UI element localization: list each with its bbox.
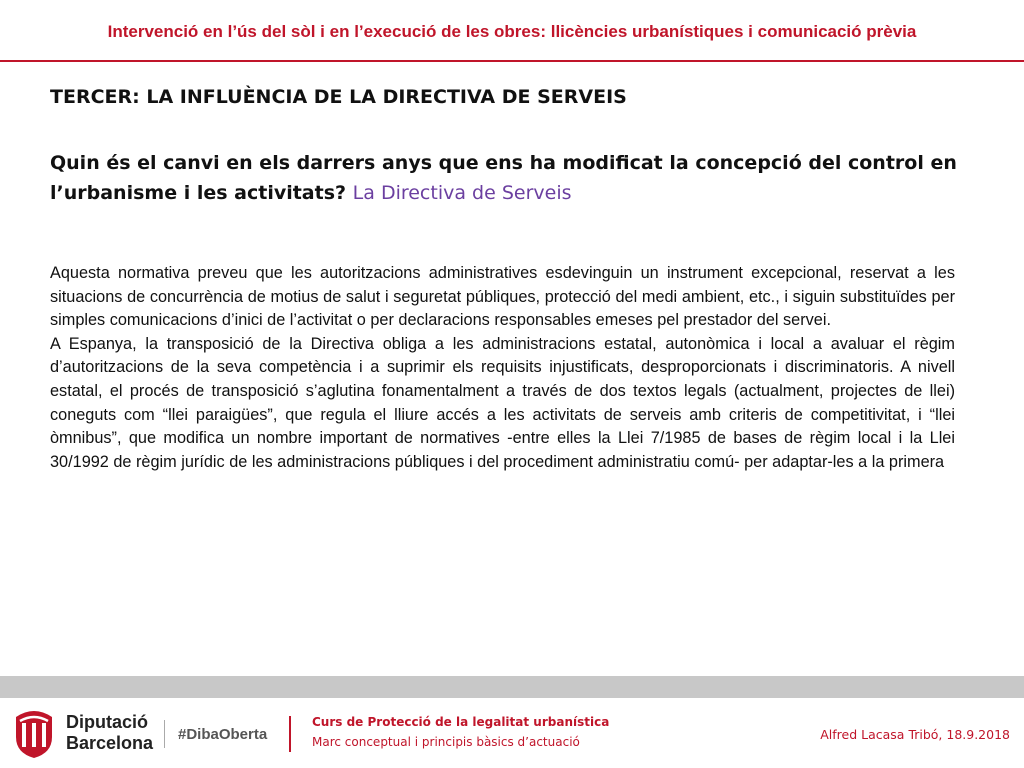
course-title: Curs de Protecció de la legalitat urbanística <box>312 715 610 729</box>
logo-line-1: Diputació <box>66 712 149 732</box>
answer-text: La Directiva de Serveis <box>352 182 572 204</box>
section-title: TERCER: LA INFLUÈNCIA DE LA DIRECTIVA DE SERVEIS <box>50 86 627 108</box>
footer-accent-bar <box>289 716 291 752</box>
header-divider <box>0 60 1024 62</box>
logo-line-2: Barcelona <box>66 733 154 753</box>
question-block <box>50 148 980 208</box>
paragraph-2: A Espanya, la transposició de la Directiva obliga a les administracions estatal, autonòmica i local a avaluar el règim d’autoritzacions de la seva competència i a suprimir els requisits injustificats, desproporcionats i discriminatoris. A nivell estatal, el procés de transposició s’aglutina fonamentalment a través de dos textos legals (actualment, projectes de llei) coneguts com “llei paraigües”, que regula el lliure accés a les activitats de serveis amb criteris de competitivitat, i “llei òmnibus”, que modifica un nombre important de normatives -entre elles la Llei 7/1985 de bases de règim local i la Llei 30/1992 de règim jurídic de les administracions públiques i del procediment administratiu comú- per adaptar-les a la primera <box>50 334 955 471</box>
hashtag-label: #DibaOberta <box>178 726 268 743</box>
logo-divider <box>164 720 165 748</box>
slide-header-title: Intervenció en l’ús del sòl i en l’execució de les obres: llicències urbanístiques i comunicació prèvia <box>107 22 917 41</box>
question-text: Quin és el canvi en els darrers anys que ens ha modificat la concepció del control en l’urbanisme i les activitats? <box>50 152 957 204</box>
body-text <box>50 262 955 474</box>
footer <box>0 698 1024 768</box>
paragraph-1: Aquesta normativa preveu que les autoritzacions administratives esdevinguin un instrument excepcional, reservat a les situacions de concurrència de motius de salut i seguretat públiques, protecció del medi ambient, etc., i siguin substituïdes per simples comunicacions d’inici de l’activitat o per declaracions responsables emeses pel prestador del servei. <box>50 264 955 330</box>
diputacio-emblem-icon <box>10 707 58 759</box>
author-date: Alfred Lacasa Tribó, 18.9.2018 <box>820 727 1010 742</box>
footer-band <box>0 676 1024 698</box>
diputacio-logo-text <box>66 712 153 754</box>
course-subtitle: Marc conceptual i principis bàsics d’actuació <box>312 735 580 749</box>
